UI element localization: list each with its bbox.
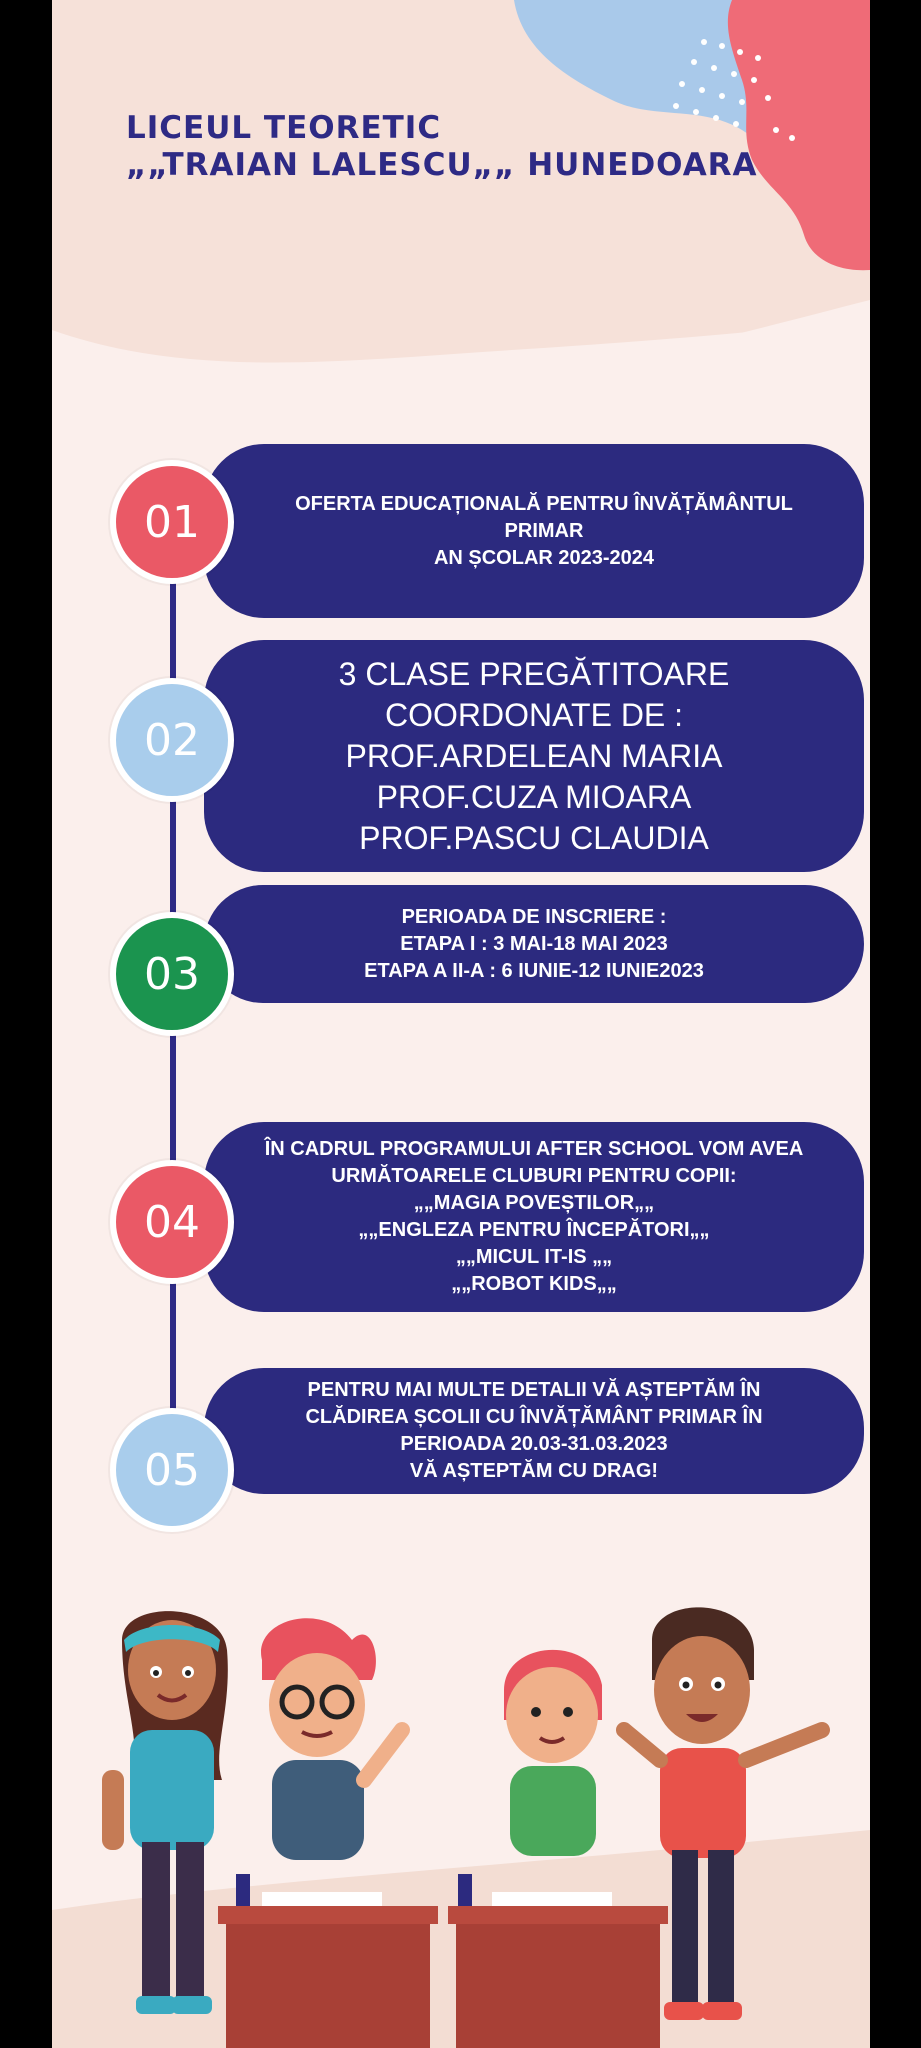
step-4-line: ÎN CADRUL PROGRAMULUI AFTER SCHOOL VOM AVEA: [264, 1138, 804, 1160]
step-2-line: PROF.ARDELEAN MARIA: [345, 737, 723, 774]
step-1-line: PRIMAR: [504, 519, 584, 542]
step-1-number-badge: 01: [110, 460, 234, 584]
step-3-box: [204, 885, 864, 1003]
step-1-line: OFERTA EDUCAȚIONALĂ PENTRU ÎNVĂȚĂMÂNTUL: [295, 492, 793, 515]
step-4-line: „„ROBOT KIDS„„: [451, 1273, 617, 1295]
step-5-line: CLĂDIREA ȘCOLII CU ÎNVĂȚĂMÂNT PRIMAR ÎN: [305, 1406, 763, 1428]
step-4-number-badge: 04: [110, 1160, 234, 1284]
boy-glasses-figure: [261, 1618, 402, 1860]
step-2-line: PROF.CUZA MIOARA: [376, 778, 692, 815]
step-3-line: ETAPA A II-A : 6 IUNIE-12 IUNIE2023: [364, 959, 704, 982]
step-1-box: [204, 444, 864, 618]
step-2-box: [204, 640, 864, 872]
step-3-line: ETAPA I : 3 MAI-18 MAI 2023: [400, 932, 668, 955]
step-2-line: PROF.PASCU CLAUDIA: [359, 819, 709, 856]
step-5-line: PERIOADA 20.03-31.03.2023: [400, 1433, 668, 1455]
step-4-box: [204, 1122, 864, 1312]
step-4-line: „„MICUL IT-IS „„: [455, 1246, 613, 1268]
step-2-line: 3 CLASE PREGĂTITOARE: [338, 655, 730, 692]
step-4-line: URMĂTOARELE CLUBURI PENTRU COPII:: [331, 1165, 737, 1187]
step-2-number-badge: 02: [110, 678, 234, 802]
step-4-line: „„MAGIA POVEȘTILOR„„: [413, 1192, 655, 1214]
school-title: [126, 110, 758, 184]
step-5-line: VĂ AȘTEPTĂM CU DRAG!: [409, 1460, 659, 1482]
step-3-number-badge: 03: [110, 912, 234, 1036]
kids-illustration: [52, 1580, 870, 2048]
decorative-background: [52, 0, 870, 430]
poster: [52, 0, 870, 2048]
step-5-box: [204, 1368, 864, 1494]
girl-middle-figure: [504, 1650, 602, 1856]
school-title-line2: „„TRAIAN LALESCU„„ HUNEDOARA: [126, 147, 758, 183]
step-5-line: PENTRU MAI MULTE DETALII VĂ AȘTEPTĂM ÎN: [307, 1379, 761, 1401]
step-5-number-badge: 05: [110, 1408, 234, 1532]
step-1-line: AN ȘCOLAR 2023-2024: [433, 546, 655, 569]
step-4-line: „„ENGLEZA PENTRU ÎNCEPĂTORI„„: [358, 1219, 710, 1241]
school-title-line1: LICEUL TEORETIC: [126, 110, 442, 146]
step-3-line: PERIOADA DE INSCRIERE :: [401, 905, 667, 928]
step-2-line: COORDONATE DE :: [384, 696, 684, 733]
